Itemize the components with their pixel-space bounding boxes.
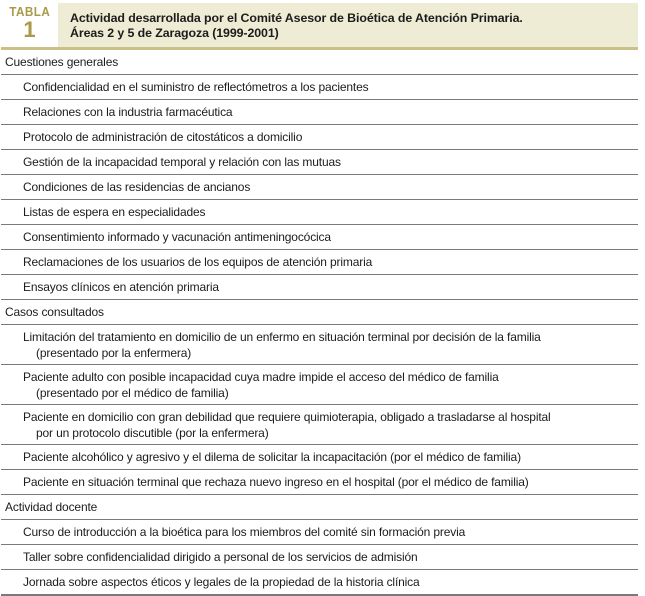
section-heading: Cuestiones generales bbox=[1, 50, 638, 75]
row-text: Limitación del tratamiento en domicilio de un enfermo en situación terminal por decisión de la familia bbox=[23, 330, 541, 344]
table-label-word: TABLA bbox=[8, 4, 51, 19]
table-row bbox=[1, 325, 638, 365]
table-row: Jornada sobre aspectos éticos y legales de la propiedad de la historia clínica bbox=[1, 570, 638, 596]
table-row: Reclamaciones de los usuarios de los equipos de atención primaria bbox=[1, 250, 638, 275]
table-row bbox=[1, 365, 638, 405]
table-row bbox=[1, 405, 638, 445]
table-row: Taller sobre confidencialidad dirigido a personal de los servicios de admisión bbox=[1, 545, 638, 570]
table-row: Protocolo de administración de citostáticos a domicilio bbox=[1, 125, 638, 150]
table-row: Paciente alcohólico y agresivo y el dilema de solicitar la incapacitación (por el médico de familia) bbox=[1, 445, 638, 470]
table-row: Ensayos clínicos en atención primaria bbox=[1, 275, 638, 300]
table-title-line-1: Actividad desarrollada por el Comité Asesor de Bioética de Atención Primaria. bbox=[70, 11, 523, 25]
table-number: 1 bbox=[23, 17, 36, 42]
table-body bbox=[1, 50, 638, 596]
table-title-line-2: Áreas 2 y 5 de Zaragoza (1999-2001) bbox=[70, 26, 279, 40]
row-text: Paciente adulto con posible incapacidad cuya madre impide el acceso del médico de familia bbox=[23, 370, 499, 384]
row-text: Paciente en domicilio con gran debilidad que requiere quimioterapia, obligado a trasladarse al hospital bbox=[23, 410, 551, 424]
table-row: Relaciones con la industria farmacéutica bbox=[1, 100, 638, 125]
data-table bbox=[1, 0, 638, 596]
table-row: Gestión de la incapacidad temporal y relación con las mutuas bbox=[1, 150, 638, 175]
section-heading: Actividad docente bbox=[1, 495, 638, 520]
table-row: Paciente en situación terminal que rechaza nuevo ingreso en el hospital (por el médico de familia) bbox=[1, 470, 638, 495]
section-heading: Casos consultados bbox=[1, 300, 638, 325]
table-label bbox=[1, 3, 58, 47]
row-text-continuation: (presentado por la enfermera) bbox=[36, 346, 192, 360]
table-row: Curso de introducción a la bioética para los miembros del comité sin formación previa bbox=[1, 520, 638, 545]
row-text-continuation: por un protocolo discutible (por la enfermera) bbox=[36, 426, 269, 440]
table-title bbox=[58, 3, 638, 47]
table-row: Consentimiento informado y vacunación antimeningocócica bbox=[1, 225, 638, 250]
table-row: Listas de espera en especialidades bbox=[1, 200, 638, 225]
table-row: Condiciones de las residencias de ancianos bbox=[1, 175, 638, 200]
table-header bbox=[1, 3, 638, 50]
row-text-continuation: (presentado por el médico de familia) bbox=[36, 386, 229, 400]
table-row: Confidencialidad en el suministro de reflectómetros a los pacientes bbox=[1, 75, 638, 100]
